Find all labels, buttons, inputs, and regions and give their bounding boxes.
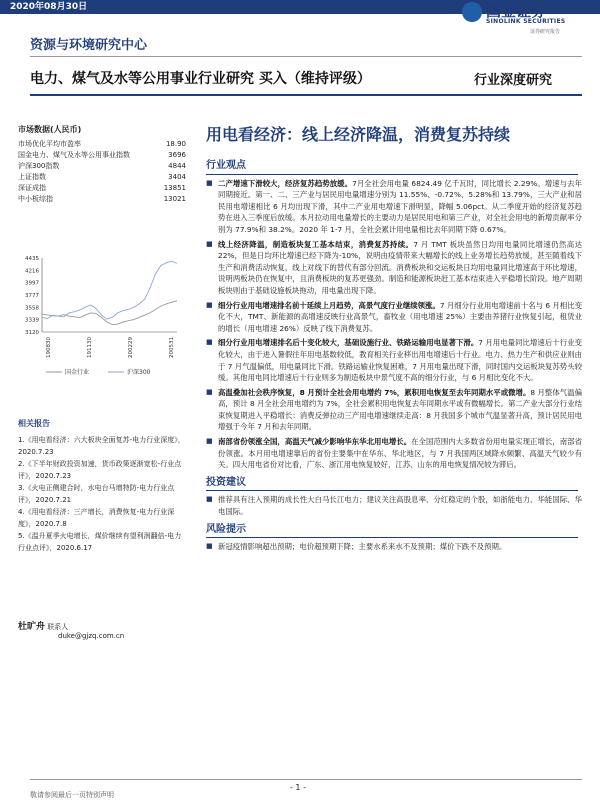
bullet-item: ■ 二产增速下滑较大，经济复苏趋势放缓。7月全社会用电量 6824.49 亿千瓦时，同比增长 2.29%。增速与去年同期接近。第一、二、三产业与居民用电量增速分别为 11.55%、-0.72%、5.28%和 13.79%，三大产业和居民用电增速相比 6 月均出现下滑，其中二产业用电增速下滑明显，降幅 5.06pct。从二季度开始的经济复苏趋势在进入三季度后放缓。本月拉动用电量增长的主要动力是居民用电和第三产业，对全社会用电的新增贡献率分别为 77.9%和 38.2%。2020 年 1-7 月，全社会累计用电量相比去年同期下降 0.67%。 — [206, 178, 582, 234]
logo-mark-icon — [462, 2, 482, 22]
logo-cn-text: 国金证券 — [486, 2, 547, 20]
bullet-item: ■ 高温叠加社会秩序恢复，8 月预计全社会用电增约 7%，累积用电恢复至去年同期水平或微增。8 月整体气温偏高，预计 8 月全社会用电增约为 7%，全社会累积用电恢复去年同期水平或有微幅增长。第二产业大部分行业结束恢复期进入平稳增长：消费反弹拉动三产用电增速继续走高：8 月我国多个城市气温显著升高，预计居民用电增强于今年 7 月和去年同期。 — [206, 387, 582, 432]
divider — [30, 94, 582, 96]
legend-label: 国金行业 — [65, 369, 90, 376]
related-reports-heading: 相关报告 — [18, 419, 50, 428]
page-number: - 1 - — [290, 783, 306, 792]
bullet-item: ■ 新冠疫情影响超出预期；电价超预期下降；主要水系来水不及预期；煤价下跌不及预期。 — [206, 542, 507, 552]
x-tick-label: 191130 — [87, 337, 93, 358]
logo-sub-text: 证券研究报告 — [530, 29, 561, 35]
related-report-item[interactable]: 1.《用电看经济：六大板块全面复苏-电力行业深度》，2020.7.23 — [18, 436, 185, 456]
divider — [30, 56, 582, 57]
bullet-item: ■ 细分行业用电增速排名后十变化较大，基础设施行业、铁路运输用电显著下滑。7 月用电量同比增速后十行业变化较大，由于进入暑假往年用电基数较低，教育相关行业移出用电增速后十行业。电力、热力生产和供应业则由于 7 月气温偏低，用电量同比下滑。铁路运输业恢复困难，7 月用电量出现下滑，同时国内交运板块复苏势头较缓。其他用电同比增速后十行业则多为制造板块中景气度不高的细分行业，与 6 月相比变化不大。 — [206, 338, 582, 383]
market-row: 国金电力、煤气及水等公用事业指数 3696 — [18, 151, 186, 159]
y-tick-label: 3997 — [25, 280, 39, 287]
y-tick-label: 4216 — [25, 268, 39, 275]
x-tick-label: 200229 — [128, 337, 134, 358]
related-report-item[interactable]: 3.《火电正侧建合时，水电台马增特防-电力行业点评》，2020.7.21 — [18, 484, 175, 504]
related-report-item[interactable]: 5.《温升夏季火电增长，煤价继续有望利润翻倍-电力行业点评》，2020.6.17 — [18, 532, 182, 552]
related-report-item[interactable]: 4.《用电看经济：三产增长，消费恢复-电力行业深度》，2020.7.8 — [18, 508, 175, 528]
y-tick-label: 4435 — [25, 256, 39, 262]
bullet-icon: ■ — [206, 542, 213, 551]
section-heading: 投资建议 — [206, 477, 578, 492]
footer-note: 敬请参阅最后一页特别声明 — [30, 791, 114, 799]
market-row: 中小板综指 13021 — [18, 195, 186, 203]
index-line-chart — [14, 250, 186, 385]
y-tick-label: 3558 — [25, 305, 39, 312]
section-heading: 行业观点 — [206, 160, 578, 175]
divider — [30, 779, 582, 780]
report-category: 行业深度研究 — [474, 73, 553, 88]
related-report-item[interactable]: 2.《下半年财政投资加速，货币政策逐渐宽松-行业点评》，2020.7.23 — [18, 460, 182, 480]
bullet-item: ■ 细分行业用电增速排名前十延续上月趋势，高景气度行业继续领涨。7 月细分行业用电增速前十名与 6 月相比变化不大，TMT、新能源的高增速反映行业高景气，畜牧业（用电增速 25%）主要由养猪行业恢复引起，租赁业的增长（用电增速 26%）反映了线下消费复苏。 — [206, 300, 582, 333]
legend-label: 沪深300 — [127, 369, 151, 376]
research-center: 资源与环境研究中心 — [30, 38, 148, 53]
bullet-icon: ■ — [206, 338, 213, 347]
market-row: 上证指数 3404 — [18, 173, 186, 181]
industry-title: 电力、煤气及水等公用事业行业研究 买入（维持评级） — [30, 71, 371, 87]
bullet-item: ■ 推荐具有注入预期的成长性大白马长江电力；建议关注高股息率、分红稳定的个股，如浙能电力、华能国际、华电国际。 — [206, 495, 582, 517]
market-data-heading: 市场数据(人民币) — [18, 125, 82, 134]
y-tick-label: 3120 — [25, 330, 39, 336]
analyst-role: 联系人 — [47, 623, 69, 631]
market-data-panel — [18, 124, 186, 205]
report-date: 2020年08月30日 — [10, 2, 88, 12]
analyst-name: 杜旷舟 — [18, 622, 46, 632]
bullet-icon: ■ — [206, 387, 213, 396]
bullet-icon: ■ — [206, 495, 213, 504]
bullet-item: ■ 线上经济降温，制造板块复工基本结束，消费复苏持续。7 月 TMT 板块虽然日均用电量同比增速仍然高达 22%，但是日均环比增速已经下降为-10%，说明由疫情带来大幅增长的线上业务增长趋势放缓，甚至随着线下生产和消费活动恢复，线上对线下的替代有部分回流。消费板块和交运板块日均用电量同比增速高于环比增速，说明两板块仍在恢复中，且消费板块的复苏更强劲。制造和能源板块赶工基本结束进入平稳增长阶段。地产周期板块则由于基础设施板块拖动，用电量出现下降。 — [206, 239, 582, 295]
sinolink-logo — [462, 2, 590, 38]
analyst-email[interactable]: duke@gjzq.com.cn — [58, 632, 125, 640]
section-heading: 风险提示 — [206, 524, 578, 539]
bullet-icon: ■ — [206, 239, 213, 248]
bullet-item: ■ 南部省份领涨全国，高温天气减少影响华东华北用电增长。在全国范围内大多数省份用电量实现正增长，南部省份领涨。本月用电增速靠后的省份主要集中在华东、华北地区，与 7 月我国两区域降水频繁、高温天气较少有关。四大用电省份对比看，广东、浙江用电恢复较好，江苏、山东的用电恢复情况较为滞后。 — [206, 437, 582, 470]
analyst-info — [18, 619, 186, 640]
series-line — [42, 301, 177, 325]
y-tick-label: 3777 — [25, 293, 39, 300]
logo-en-text: SINOLINK SECURITIES — [486, 18, 566, 25]
bullet-icon: ■ — [206, 178, 213, 187]
bullet-icon: ■ — [206, 300, 213, 309]
related-reports — [18, 418, 186, 554]
bullet-icon: ■ — [206, 437, 213, 446]
report-body — [206, 160, 582, 553]
series-line — [42, 261, 177, 319]
market-row: 市场优化平均市盈率 18.90 — [18, 140, 186, 148]
x-tick-label: 190830 — [46, 337, 52, 358]
y-tick-label: 3339 — [25, 317, 39, 324]
x-tick-label: 200531 — [169, 337, 175, 358]
market-row: 深证成指 13851 — [18, 184, 186, 192]
report-title: 用电看经济：线上经济降温，消费复苏持续 — [206, 125, 511, 144]
market-row: 沪深300指数 4844 — [18, 162, 186, 170]
